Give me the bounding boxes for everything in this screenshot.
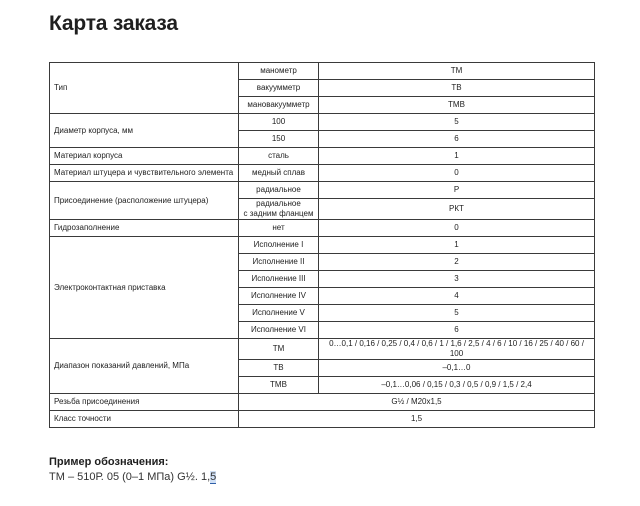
row-label-diameter: Диаметр корпуса, мм (50, 114, 239, 148)
option-name-line1: радиальное (256, 199, 301, 208)
row-label-contact: Электроконтактная приставка (50, 237, 239, 339)
table-row (50, 63, 595, 80)
option-code: 1 (319, 148, 595, 165)
option-code: –0,1…0,06 / 0,15 / 0,3 / 0,5 / 0,9 / 1,5 / 2,4 (319, 377, 595, 394)
option-name: ТМВ (239, 377, 319, 394)
page-title: Карта заказа (49, 12, 178, 35)
option-code: 5 (319, 114, 595, 131)
option-name: Исполнение II (239, 254, 319, 271)
row-label-hydro: Гидрозаполнение (50, 220, 239, 237)
table-row (50, 148, 595, 165)
table-row (50, 237, 595, 254)
option-name: Исполнение VI (239, 322, 319, 339)
option-code: 0 (319, 220, 595, 237)
option-name: мановакуумметр (239, 97, 319, 114)
row-label-range: Диапазон показаний давлений, МПа (50, 339, 239, 394)
option-name: радиальное (239, 182, 319, 199)
table-row (50, 114, 595, 131)
option-code: –0,1…0 (319, 360, 595, 377)
option-code: ТМ (319, 63, 595, 80)
option-name-line2: с задним фланцем (243, 209, 314, 218)
option-name: сталь (239, 148, 319, 165)
option-code: 5 (319, 305, 595, 322)
option-code: РКТ (319, 199, 595, 220)
option-name: ТМ (239, 339, 319, 360)
table-row (50, 165, 595, 182)
option-name: 150 (239, 131, 319, 148)
option-code: 2 (319, 254, 595, 271)
option-name: Исполнение I (239, 237, 319, 254)
table-row (50, 339, 595, 360)
option-code: 6 (319, 131, 595, 148)
option-code: Р (319, 182, 595, 199)
option-code: ТМВ (319, 97, 595, 114)
option-name (239, 199, 319, 220)
option-name: медный сплав (239, 165, 319, 182)
table-row (50, 182, 595, 199)
option-code: 6 (319, 322, 595, 339)
row-label-body-material: Материал корпуса (50, 148, 239, 165)
row-label-accuracy: Класс точности (50, 411, 239, 428)
option-name: Исполнение V (239, 305, 319, 322)
example-title: Пример обозначения: (49, 456, 169, 468)
row-label-fitting-material: Материал штуцера и чувствительного элемента (50, 165, 239, 182)
option-code: 0…0,1 / 0,16 / 0,25 / 0,4 / 0,6 / 1 / 1,6 / 2,5 / 4 / 6 / 10 / 16 / 25 / 40 / 60 / 100 (319, 339, 595, 360)
table-row (50, 220, 595, 237)
example-designation[interactable] (49, 471, 216, 483)
row-label-type: Тип (50, 63, 239, 114)
option-name: Исполнение IV (239, 288, 319, 305)
table-row (50, 411, 595, 428)
option-code: G½ / M20x1,5 (239, 394, 595, 411)
option-name: 100 (239, 114, 319, 131)
row-label-thread: Резьба присоединения (50, 394, 239, 411)
option-name: вакуумметр (239, 80, 319, 97)
example-designation-text: ТМ – 510Р. 05 (0–1 МПа) G½. 1, (49, 471, 211, 483)
option-name: нет (239, 220, 319, 237)
option-code: 1,5 (239, 411, 595, 428)
option-code: 4 (319, 288, 595, 305)
option-name: Исполнение III (239, 271, 319, 288)
option-name: ТВ (239, 360, 319, 377)
text-cursor-selection[interactable]: 5 (210, 471, 217, 483)
option-code: 1 (319, 237, 595, 254)
option-code: 0 (319, 165, 595, 182)
option-code: ТВ (319, 80, 595, 97)
option-code: 3 (319, 271, 595, 288)
order-table (49, 62, 595, 428)
table-row (50, 394, 595, 411)
option-name: манометр (239, 63, 319, 80)
row-label-connection: Присоединение (расположение штуцера) (50, 182, 239, 220)
